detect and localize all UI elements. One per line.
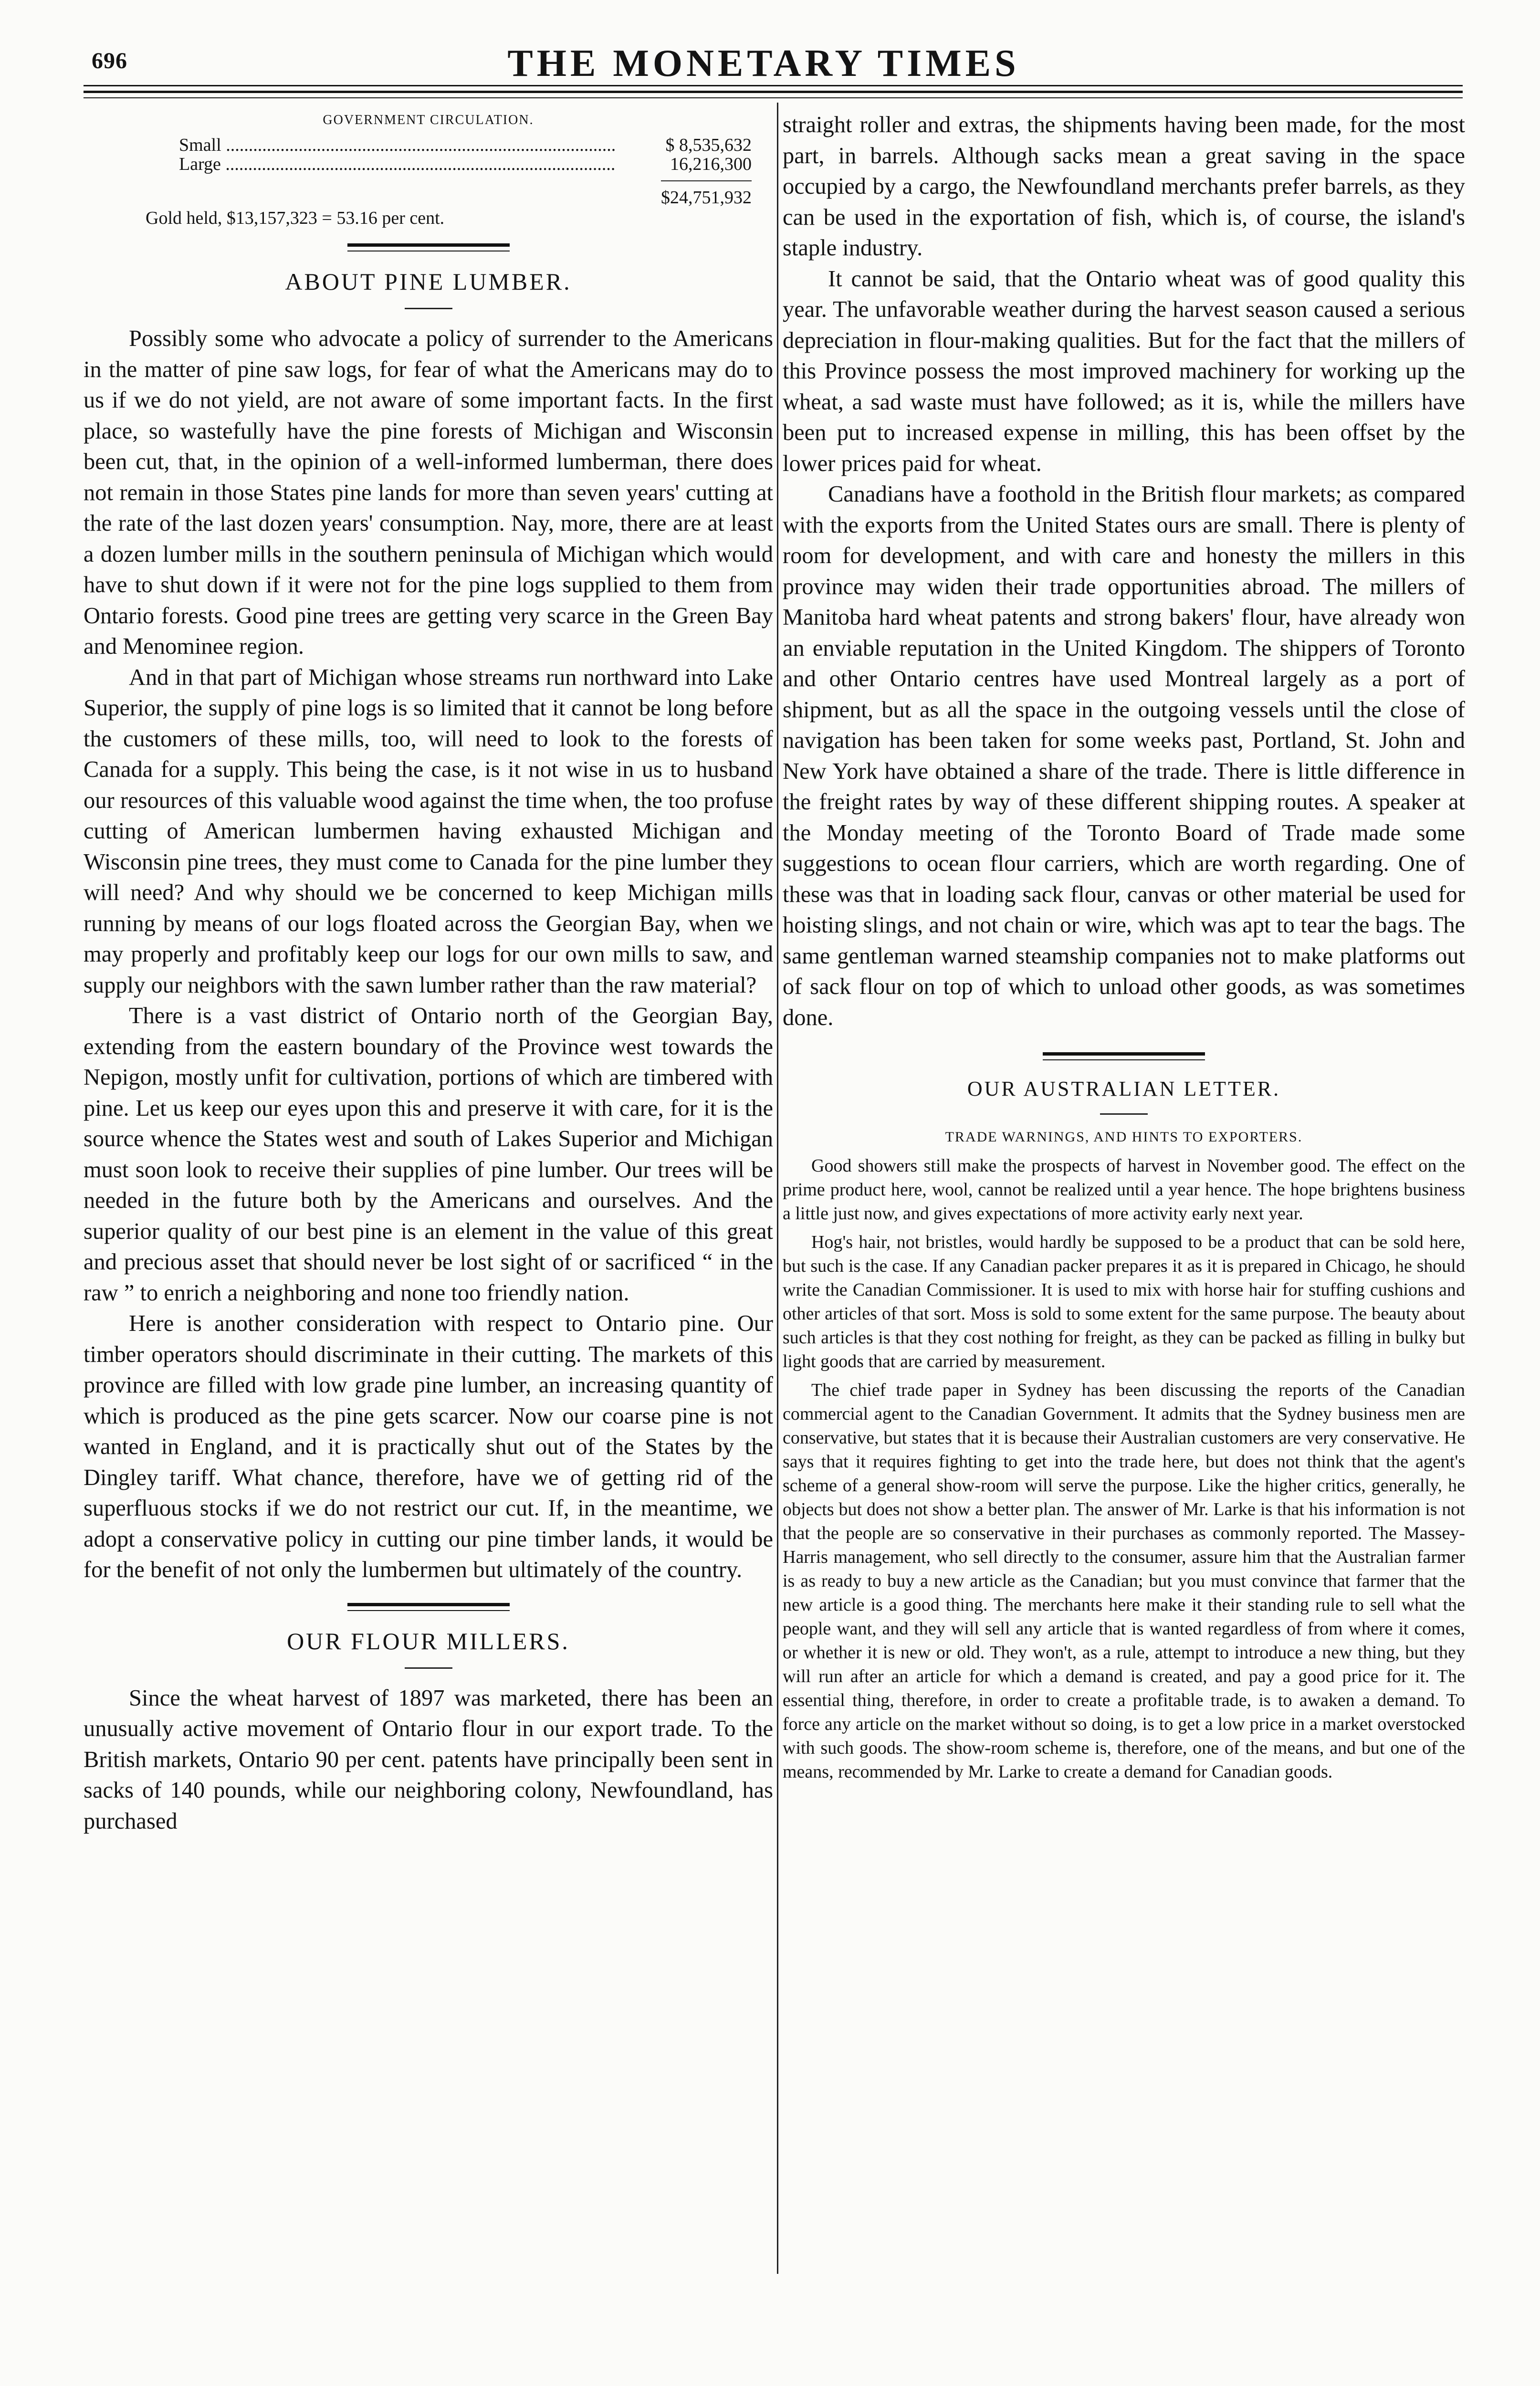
heading-rule	[405, 1667, 452, 1669]
circulation-row	[179, 155, 752, 174]
circulation-value: 16,216,300	[670, 154, 752, 174]
circulation-label: Small	[179, 136, 221, 155]
article-paragraph: There is a vast district of Ontario north of the Georgian Bay, extending from the eastern boundary of the Province west towards the Nepigon, mostly unfit for cultivation, portions of which are timbered with pine. Let us keep our eyes upon this and preserve it with care, for it is the source whence the States west and south of Lakes Superior and Michigan must soon look to receive their supplies of pine lumber. Our trees will be needed in the future both by the Americans and ourselves. And the superior quality of our best pine is an element in the value of this great and precious asset that should never be lost sight of or sacrificed “ in the raw ” to enrich a neighboring and none too friendly nation.	[84, 1003, 773, 1306]
flour-millers-heading: OUR FLOUR MILLERS.	[287, 1627, 570, 1654]
section-rule-heavy	[347, 1603, 510, 1606]
australian-letter-heading: OUR AUSTRALIAN LETTER.	[967, 1077, 1281, 1100]
letter-paragraph: Good showers still make the prospects of harvest in November good. The effect on the prime product here, wool, cannot be realized until a year hence. The hope brightens business a little just now, and gives expectations of more activity early next year.	[783, 1156, 1465, 1224]
article-paragraph: And in that part of Michigan whose streams run northward into Lake Superior, the supply of pine logs is so limited that it cannot be long before the customers of these mills, too, will need to look to the forests of Canada for a supply. This being the case, is it not wise in us to husband our resources of this valuable wood against the time when, the too profuse cutting of American lumbermen having exhausted Michigan and Wisconsin pine trees, they must come to Canada for the pine lumber they will need? And why should we be concerned to keep Michigan mills running by means of our logs floated across the Georgian Bay, when we may properly and profitably keep our logs for our own mills to saw, and supply our neighbors with the sawn lumber rather than the raw material?	[84, 664, 773, 998]
article-paragraph: Here is another consideration with respect to Ontario pine. Our timber operators should discriminate in their cutting. The markets of this province are filled with low grade pine lumber, an increasing quantity of which is produced as the pine gets scarcer. Now our coarse pine is not wanted in England, and it is practically shut out of the States by the Dingley tariff. What chance, therefore, have we of getting rid of the superfluous stocks if we do not restrict our cut. If, in the meantime, we adopt a conservative policy in cutting our pine timber lands, it would be for the benefit of not only the lumbermen but ultimately of the country.	[84, 1311, 773, 1582]
article-paragraph: straight roller and extras, the shipments having been made, for the most part, in barrels. Although sacks mean a great saving in the space occupied by a cargo, the Newfoundland merchants prefer barrels, as they can be used in the exportation of fish, which is, of course, the island's staple industry.	[783, 112, 1465, 261]
letter-paragraph: The chief trade paper in Sydney has been discussing the reports of the Canadian commercial agent to the Canadian Government. It admits that the Sydney business men are conservative, but states that it is because their Australian customers are very conservative. He says that it requires fighting to get into the trade here, but does not think that the agent's scheme of a general show-room will serve the purpose. Like the higher critics, generally, he objects but does not show a better plan. The answer of Mr. Larke is that his information is not that the people are so conservative in their purchases as commonly reported. The Massey-Harris management, who sell directly to the consumer, assure him that the Australian farmer is as ready to buy a new article as the Canadian; but you must convince that farmer that the new article is a good thing. The merchants here make it their standing rule to sell what the people want, and they will sell any article that is wanted regardless of from where it comes, or whether it is new or old. They won't, as a rule, attempt to introduce a new thing, but they will run after an article for which a demand is created, and pay a good price for it. The essential thing, therefore, in order to create a profitable trade, is to awaken a demand. To force any article on the market without so doing, is to get a low price in a market overstocked with such goods. The show-room scheme is, therefore, one of the means, and but one of the means, recommended by Mr. Larke to create a demand for Canadian goods.	[783, 1380, 1465, 1782]
section-rule-thin	[1043, 1059, 1205, 1060]
circulation-title: GOVERNMENT CIRCULATION.	[323, 113, 534, 127]
circulation-row	[179, 136, 752, 155]
circulation-sum-rule	[661, 180, 752, 181]
circulation-total: $24,751,932	[661, 188, 752, 208]
article-paragraph: Possibly some who advocate a policy of surrender to the Americans in the matter of pine saw logs, for fear of what the Americans may do to us if we do not yield, are not aware of some important facts. In the first place, so wastefully have the pine forests of Michigan and Wisconsin been cut, that, in the opinion of a well-informed lumberman, there does not remain in those States pine lands for more than seven years' cutting at the rate of the last dozen years' consumption. Nay, more, there are at least a dozen lumber mills in the southern peninsula of Michigan which would have to shut down if it were not for the pine logs supplied to them from Ontario forests. Good pine trees are getting very scarce in the Green Bay and Menominee region.	[84, 326, 773, 659]
heading-rule	[405, 308, 452, 309]
header-rule-thin	[84, 85, 1463, 86]
section-rule-heavy	[347, 243, 510, 247]
heading-rule	[1100, 1113, 1148, 1115]
letter-paragraph: Hog's hair, not bristles, would hardly be supposed to be a product that can be sold here, but such is the case. If any Canadian packer prepares it as it is prepared in Chicago, he should write the Canadian Commissioner. It is used to mix with horse hair for stuffing cushions and other articles of that sort. Moss is sold to some extent for the same purpose. The beauty about such articles is that they cost nothing for freight, as they can be packed as filling in bulky but light goods that are carried by measurement.	[783, 1232, 1465, 1371]
page-number: 696	[92, 48, 127, 73]
government-circulation-table	[84, 113, 773, 229]
right-column	[783, 110, 1465, 1784]
section-rule-thin	[347, 1610, 510, 1611]
section-rule-heavy	[1043, 1052, 1205, 1056]
circulation-value: $ 8,535,632	[665, 135, 752, 155]
page-header	[81, 42, 1446, 84]
masthead-title: THE MONETARY TIMES	[507, 42, 1020, 84]
article-paragraph: Canadians have a foothold in the British flour markets; as compared with the exports from the United States ours are small. There is plenty of room for development, and with care and honesty the millers in this province may widen their trade opportunities abroad. The millers of Manitoba hard wheat patents and strong bakers' flour, have already won an enviable reputation in the United Kingdom. The shippers of Toronto and other Ontario centres have used Montreal largely as a port of shipment, but as all the space in the outgoing vessels until the close of navigation has been taken for some weeks past, Portland, St. John and New York have obtained a share of the trade. There is little difference in the freight rates by way of these different shipping routes. A speaker at the Monday meeting of the Toronto Board of Trade made some suggestions to ocean flour carriers, which are worth regarding. One of these was that in loading sack flour, canvas or other material be used for hoisting slings, and not chain or wire, which was apt to tear the bags. The same gentleman warned steamship companies not to make platforms out of sack flour on top of which to unload other goods, as was sometimes done.	[783, 481, 1465, 1030]
header-rule-thick	[84, 91, 1463, 93]
header-rule-bottom	[84, 97, 1463, 98]
circulation-label: Large	[179, 155, 221, 174]
article-paragraph: Since the wheat harvest of 1897 was marketed, there has been an unusually active movement of Ontario flour in our export trade. To the British markets, Ontario 90 per cent. patents have principally been sent in sacks of 140 pounds, while our neighboring colony, Newfoundland, has purchased	[84, 1685, 773, 1834]
left-column	[84, 110, 773, 1837]
pine-lumber-heading: ABOUT PINE LUMBER.	[285, 268, 572, 295]
column-divider	[777, 103, 778, 2274]
gold-held-line: Gold held, $13,157,323 = 53.16 per cent.	[146, 208, 445, 228]
australian-letter-subheading: TRADE WARNINGS, AND HINTS TO EXPORTERS.	[945, 1129, 1303, 1145]
article-paragraph: It cannot be said, that the Ontario wheat was of good quality this year. The unfavorable weather during the harvest season caused a serious depreciation in flour-making qualities. But for the fact that the millers of this Province possess the most improved machinery for working up the wheat, a sad waste must have followed; as it is, while the millers have been put to increased expense in milling, this has been offset by the lower prices paid for wheat.	[783, 266, 1465, 476]
